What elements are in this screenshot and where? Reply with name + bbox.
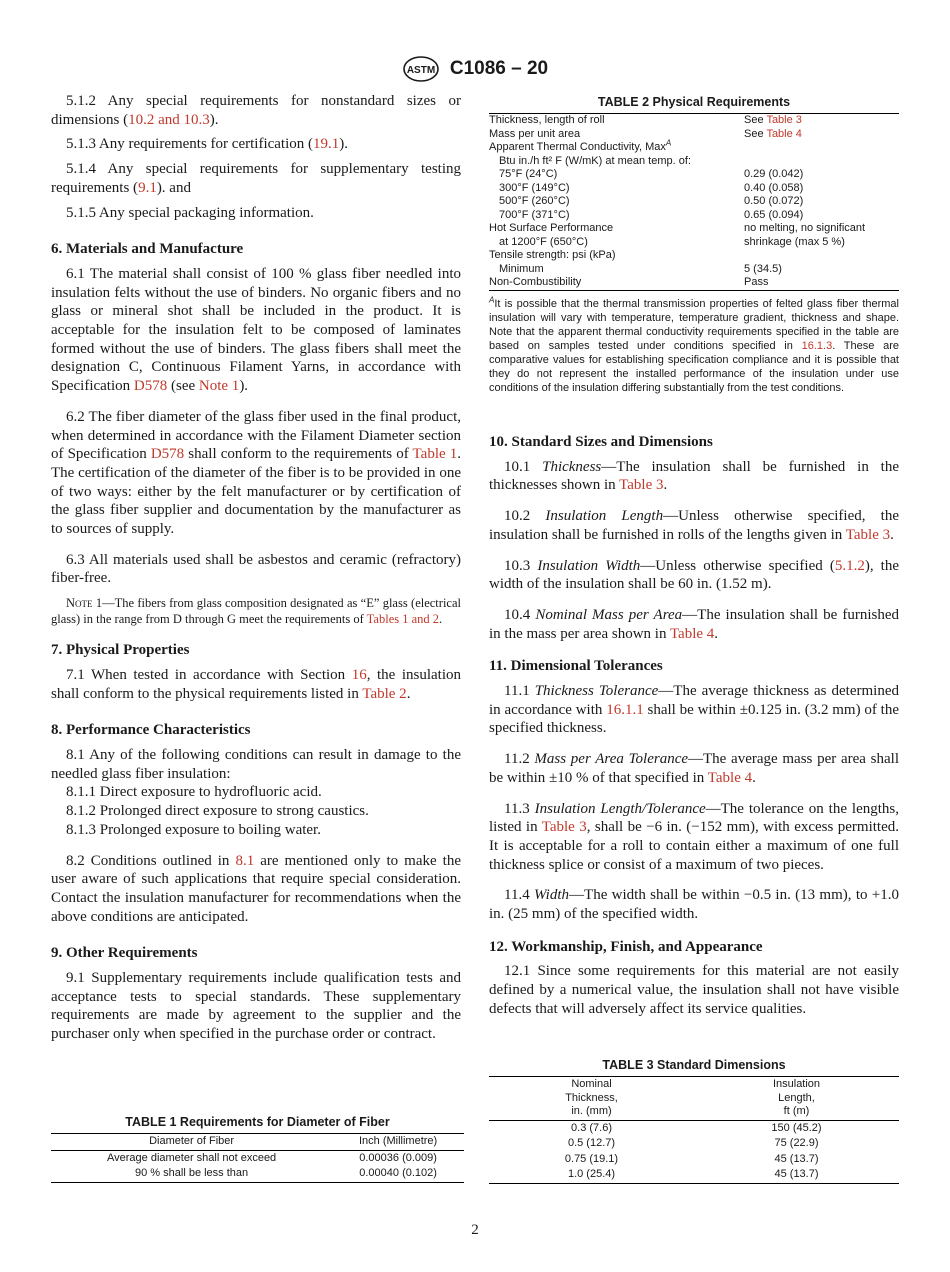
table-row <box>489 182 899 196</box>
link-5-1-2[interactable]: 5.1.2 <box>834 557 865 574</box>
section-5-1-2: 5.1.2 Any special requirements for nonstandard sizes or dimensions (10.2 and 10.3). <box>51 93 461 128</box>
table-row <box>489 1136 899 1152</box>
link-9-1[interactable]: 9.1 <box>138 179 157 196</box>
link-table-3[interactable]: Table 3 <box>766 114 802 126</box>
section-8-1-3: 8.1.3 Prolonged exposure to boiling water. <box>66 821 321 838</box>
section-6-1: 6.1 The material shall consist of 100 % glass fiber needled into insulation felts without the use of binders. No organic fibers and no glass or mineral shot shall be included in the product. It is acceptable for the insulation felt to be composed of laminates formed without the use of binders. The glass fibers shall meet the designation C, Continuous Filament Yarns, in accordance with Specification D578 (see Note 1). <box>51 265 461 395</box>
footnote-marker: A <box>665 138 672 148</box>
table-header-cell: Diameter of Fiber <box>51 1134 332 1151</box>
section-11-4: 11.4 Width—The width shall be within −0.5 in. (13 mm), to +1.0 in. (25 mm) of the specified width. <box>489 887 900 923</box>
table-row <box>489 195 899 209</box>
table-cell: Non-Combustibility <box>489 276 582 288</box>
table-cell: 150 (45.2) <box>771 1121 822 1134</box>
table-cell: no melting, no significant <box>744 222 866 234</box>
section-11-1: 11.1 Thickness Tolerance—The average thickness as determined in accordance with 16.1.1 shall be within ±0.125 in. (3.2 mm) of the specified thickness. <box>489 683 900 737</box>
table-3 <box>489 1076 899 1184</box>
table-cell: shrinkage (max 5 %) <box>744 235 845 248</box>
table-header-row <box>489 1077 899 1121</box>
table-row <box>489 1120 899 1136</box>
table-row <box>489 1152 899 1168</box>
section-10-3: 10.3 Insulation Width—Unless otherwise specified (5.1.2), the width of the insulation shall be 60 in. (1.52 m). <box>489 557 900 593</box>
table-row <box>51 1150 464 1166</box>
table-row <box>51 1166 464 1182</box>
table-row <box>489 1167 899 1183</box>
table-cell: 0.65 (0.094) <box>744 208 804 221</box>
section-5-1-4: 5.1.4 Any special requirements for supplementary testing requirements (9.1). and <box>51 161 461 196</box>
table-row <box>489 249 899 263</box>
link-note-1[interactable]: Note 1 <box>198 378 240 395</box>
table-row <box>489 236 899 250</box>
section-10-2: 10.2 Insulation Length—Unless otherwise specified, the insulation shall be furnished in rolls of the lengths given in Table 3. <box>489 508 899 543</box>
heading-12: 12. Workmanship, Finish, and Appearance <box>489 938 763 955</box>
table-cell: at 1200°F (650°C) <box>499 235 588 248</box>
table-header-row <box>51 1134 464 1151</box>
link-table-4[interactable]: Table 4 <box>707 769 753 786</box>
link-table-3[interactable]: Table 3 <box>619 477 664 494</box>
table-cell: Minimum <box>499 262 544 275</box>
link-19-1[interactable]: 19.1 <box>313 136 340 153</box>
link-table-4[interactable]: Table 4 <box>669 625 715 642</box>
table-cell: 5 (34.5) <box>744 262 782 275</box>
left-column <box>51 92 461 1050</box>
section-5-1-3: 5.1.3 Any requirements for certification (19.1). <box>66 136 349 153</box>
table-3-caption: TABLE 3 Standard Dimensions <box>602 1058 786 1072</box>
table-cell: See Table 4 <box>744 127 802 140</box>
link-10-2[interactable]: 10.2 and 10.3 <box>128 111 210 128</box>
table-cell: 0.00040 (0.102) <box>359 1167 437 1179</box>
link-tables-1-2[interactable]: Tables 1 and 2 <box>366 611 440 626</box>
table-cell: 75°F (24°C) <box>499 168 558 180</box>
table-cell: Mass per unit area <box>489 127 581 140</box>
table-cell: Thickness, length of roll <box>489 114 605 126</box>
heading-7: 7. Physical Properties <box>51 642 190 659</box>
section-12-1: 12.1 Since some requirements for this material are not easily defined by a numerical value, the insulation shall not have visible defects that will adversely affect its service qualities. <box>489 963 899 1017</box>
table-2 <box>489 113 899 291</box>
section-11-3: 11.3 Insulation Length/Tolerance—The tolerance on the lengths, listed in Table 3, shall be −6 in. (−152 mm), with excess permitted. It is acceptable for a roll to contain either a maximum of one full thickness splice or consist of a maximum of two pieces. <box>489 800 899 873</box>
table-cell: Pass <box>744 276 769 288</box>
section-7-1: 7.1 When tested in accordance with Section 16, the insulation shall conform to the physical requirements listed in Table 2. <box>51 666 461 702</box>
heading-10: 10. Standard Sizes and Dimensions <box>489 434 713 450</box>
section-8-2: 8.2 Conditions outlined in 8.1 are mentioned only to make the user aware of such applications that require special consideration. Contact the insulation manufacturer for recommendations when the above conditions are anticipated. <box>51 852 461 925</box>
table-1 <box>51 1133 464 1183</box>
note-1: Note 1—The fibers from glass composition designated as “E” glass (electrical glass) in the range from D through G meet the requirements of Tables 1 and 2. <box>51 596 461 626</box>
table-header-cell: Nominal Thickness, in. (mm) <box>489 1077 694 1121</box>
table-cell: 75 (22.9) <box>774 1137 819 1149</box>
table-cell: 700°F (371°C) <box>499 208 570 221</box>
right-column <box>489 433 899 1025</box>
table-cell: 0.5 (12.7) <box>567 1137 616 1149</box>
link-16-1-3[interactable]: 16.1.3 <box>801 339 833 352</box>
table-row <box>489 141 899 155</box>
section-6-3: 6.3 All materials used shall be asbestos and ceramic (refractory) fiber-free. <box>51 551 461 587</box>
heading-11: 11. Dimensional Tolerances <box>489 658 663 675</box>
link-d578[interactable]: D578 <box>133 378 168 395</box>
table-2-caption: TABLE 2 Physical Requirements <box>597 95 791 109</box>
section-5-1-5: 5.1.5 Any special packaging information. <box>66 204 314 221</box>
table-cell: Btu in./h ft² F (W/mK) at mean temp. of: <box>499 154 691 167</box>
table-row <box>489 263 899 277</box>
table-cell: 0.40 (0.058) <box>744 181 804 194</box>
table-cell: 500°F (260°C) <box>499 195 570 207</box>
table-cell: Hot Surface Performance <box>489 222 614 234</box>
table-row <box>489 222 899 236</box>
link-table-3[interactable]: Table 3 <box>845 526 891 543</box>
designation: C1086 – 20 <box>449 58 549 79</box>
section-10-1: 10.1 Thickness—The insulation shall be furnished in the thicknesses shown in Table 3. <box>489 458 900 494</box>
table-cell: 0.00036 (0.009) <box>359 1151 437 1164</box>
link-table-4[interactable]: Table 4 <box>766 127 802 140</box>
section-10-4: 10.4 Nominal Mass per Area—The insulation shall be furnished in the mass per area shown in Table 4. <box>489 606 900 642</box>
section-8-1-1: 8.1.1 Direct exposure to hydrofluoric acid. <box>66 784 322 801</box>
table-3-block <box>489 1058 899 1184</box>
heading-9: 9. Other Requirements <box>51 945 198 962</box>
table-1-block <box>51 1115 464 1183</box>
table-cell: 90 % shall be less than <box>135 1167 249 1179</box>
table-1-caption: TABLE 1 Requirements for Diameter of Fiber <box>125 1115 390 1129</box>
table-cell: 0.3 (7.6) <box>571 1121 612 1134</box>
heading-6: 6. Materials and Manufacture <box>51 241 244 258</box>
table-cell: Tensile strength: psi (kPa) <box>489 249 616 261</box>
table-2-block <box>489 95 899 395</box>
table-row <box>489 209 899 223</box>
table-2-footnote: $^A$It is possible that the thermal transmission properties of felted glass fiber thermal insulation will vary with temperature, temperature gradient, thickness and shape. Note that the apparent thermal conductivity requirements specified in the table are based on samples tested under conditions specified in 16.1.3. These are comparative values for establishing specification compliance and it is possible that they do not represent the installed performance of the insulation under use conditions of the insulation differing substantially from the test conditions. <box>489 294 899 394</box>
link-table-1[interactable]: Table 1 <box>412 446 458 463</box>
table-cell: See Table 3 <box>744 114 802 126</box>
table-header-cell: Insulation Length, ft (m) <box>694 1077 899 1121</box>
astm-logo-icon <box>402 56 440 82</box>
table-cell: 45 (13.7) <box>774 1152 819 1165</box>
table-cell: Average diameter shall not exceed <box>107 1151 277 1164</box>
table-cell: 0.29 (0.042) <box>744 168 804 180</box>
link-table-2[interactable]: Table 2 <box>362 685 407 702</box>
table-cell: 0.50 (0.072) <box>744 195 804 207</box>
table-row <box>489 276 899 290</box>
table-header-cell: Inch (Millimetre) <box>332 1134 464 1151</box>
table-cell: Apparent Thermal Conductivity, Max$^A$ <box>489 138 672 153</box>
section-8-1-2: 8.1.2 Prolonged direct exposure to strong caustics. <box>66 803 369 820</box>
page-header <box>0 56 950 82</box>
table-cell: 45 (13.7) <box>774 1168 819 1180</box>
section-9-1: 9.1 Supplementary requirements include qualification tests and acceptance tests to special standards. These supplementary requirements are made by agreement to the supplier and the purchaser only when specified in the purchase order or contract. <box>51 970 461 1043</box>
link-16-1-1[interactable]: 16.1.1 <box>606 701 644 718</box>
heading-8: 8. Performance Characteristics <box>51 722 251 739</box>
link-8-1[interactable]: 8.1 <box>235 852 255 869</box>
link-16[interactable]: 16 <box>351 666 367 683</box>
section-11-2: 11.2 Mass per Area Tolerance—The average mass per area shall be within ±10 % of that specified in Table 4. <box>489 751 899 786</box>
section-8-1: 8.1 Any of the following conditions can result in damage to the needled glass fiber insulation: <box>51 746 461 782</box>
table-row <box>489 155 899 169</box>
table-cell: 0.75 (19.1) <box>564 1152 619 1165</box>
table-row <box>489 128 899 142</box>
section-6-2: 6.2 The fiber diameter of the glass fiber used in the final product, when determined in accordance with the Filament Diameter section of Specification D578 shall conform to the requirements of Table 1. The certification of the diameter of the fiber is to be provided in one of two ways: either by the felt manufacturer or by certification of the glass fiber supplier and documentation by the manufacturer as to sources of supply. <box>51 408 461 538</box>
table-row <box>489 168 899 182</box>
page-number: 2 <box>471 1222 479 1238</box>
link-d578[interactable]: D578 <box>150 446 185 463</box>
table-cell: 300°F (149°C) <box>499 181 570 194</box>
table-cell: 1.0 (25.4) <box>567 1168 616 1180</box>
table-row <box>489 114 899 128</box>
logo-text: ASTM <box>406 65 436 76</box>
link-table-3[interactable]: Table 3 <box>541 819 587 836</box>
